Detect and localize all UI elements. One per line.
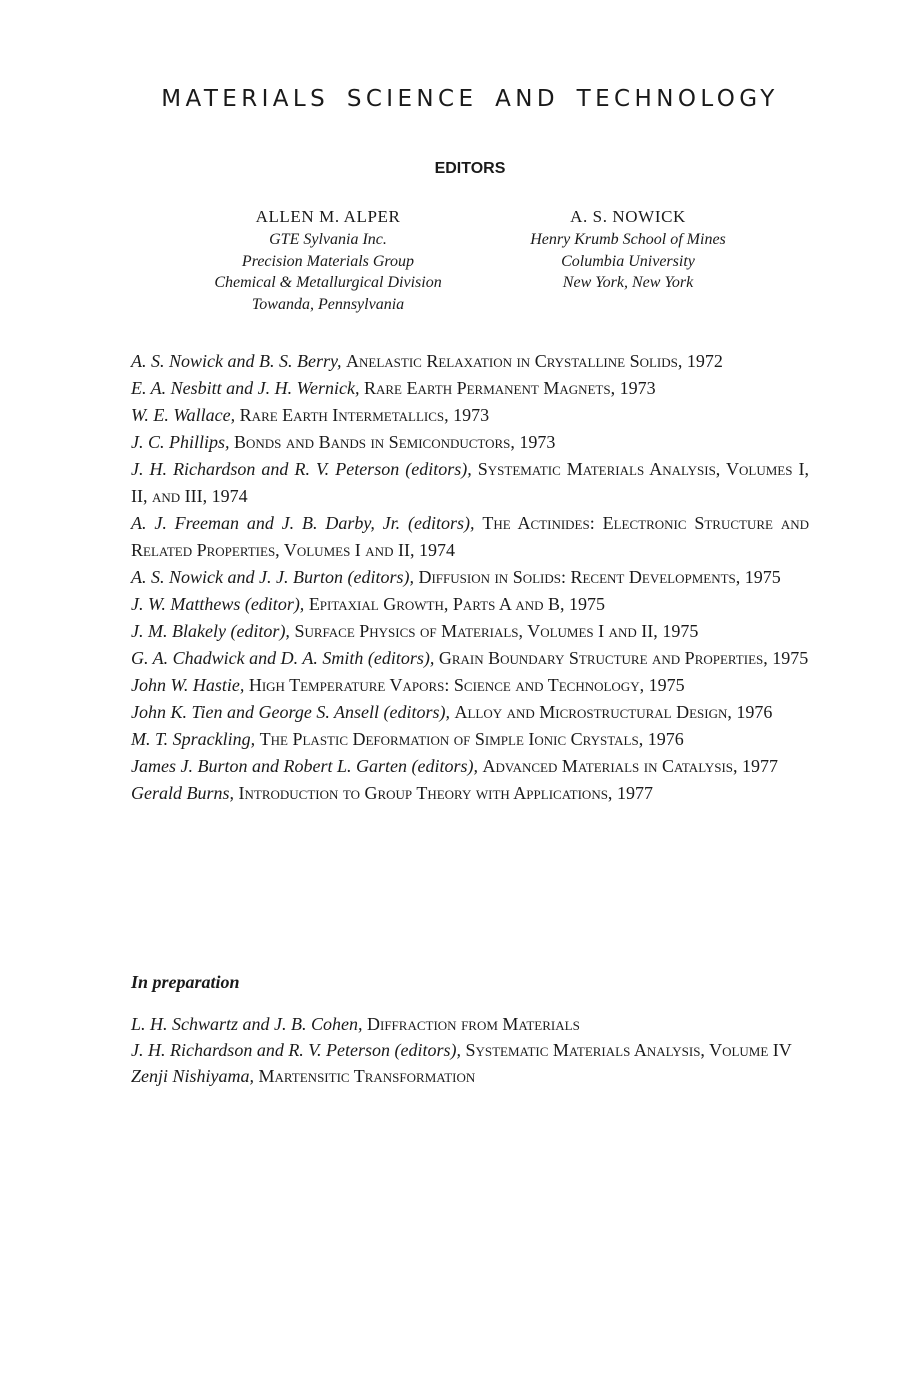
book-author: A. S. Nowick and J. J. Burton (editors), [131,567,414,587]
series-title: MATERIALS SCIENCE AND TECHNOLOGY [161,86,779,112]
book-year: 1973 [519,432,556,452]
editor-name: A. S. NOWICK [570,207,686,226]
book-author: Zenji Nishiyama, [131,1066,255,1086]
book-title: Rare Earth Permanent Magnets, [363,378,616,398]
book-entry [131,456,809,510]
editor-affiliation-line: Columbia University [561,252,695,270]
book-title: Introduction to Group Theory with Applications, [238,783,613,803]
editor-name: ALLEN M. ALPER [255,207,401,226]
editor-nowick [488,205,768,294]
book-year: 1973 [619,378,656,398]
book-entry [131,726,809,753]
book-author: John K. Tien and George S. Ansell (editors), [131,702,450,722]
book-year: 1973 [453,405,490,425]
book-entry [131,429,809,456]
book-author: A. S. Nowick and B. S. Berry, [131,351,342,371]
book-title: Bonds and Bands in Semiconductors, [234,432,515,452]
book-title: Martensitic Transformation [258,1066,476,1086]
editor-affiliation-line: New York, New York [562,274,694,291]
book-entry [131,375,809,402]
book-year: 1977 [616,783,653,803]
in-preparation-list [131,1011,809,1089]
book-author: John W. Hastie, [131,675,245,695]
book-title: Rare Earth Intermetallics, [239,405,449,425]
book-year: 1977 [742,756,779,776]
book-title: Systematic Materials Analysis, Volume IV [465,1040,792,1060]
book-author: J. H. Richardson and R. V. Peterson (editors), [131,1040,461,1060]
book-author: M. T. Sprackling, [131,729,256,749]
book-year: 1974 [211,486,248,506]
book-title: Grain Boundary Structure and Properties, [438,648,768,668]
book-author: J. H. Richardson and R. V. Peterson (editors), [131,459,472,479]
book-title: High Temperature Vapors: Science and Technology, [248,675,645,695]
book-entry [131,699,809,726]
book-title: Epitaxial Growth, Parts A and B, [308,594,565,614]
book-entry [131,402,809,429]
book-year: 1976 [647,729,684,749]
book-entry [131,1063,809,1089]
book-year: 1974 [418,540,455,560]
book-title: Surface Physics of Materials, Volumes I and II, [294,621,658,641]
book-title: Anelastic Relaxation in Crystalline Solids, [345,351,683,371]
book-entry [131,510,809,564]
book-title: The Plastic Deformation of Simple Ionic Crystals, [259,729,644,749]
published-books-list [131,348,809,807]
book-year: 1975 [744,567,781,587]
book-author: J. W. Matthews (editor), [131,594,305,614]
book-entry [131,348,809,375]
book-title: The Actinides: Electronic Structure and Related Properties, Volumes I and II, [131,513,809,560]
book-title: Advanced Materials in Catalysis, [482,756,738,776]
book-entry [131,753,809,780]
book-year: 1975 [772,648,809,668]
book-year: 1975 [662,621,699,641]
in-preparation-heading: In preparation [131,972,240,992]
book-entry [131,564,809,591]
book-entry [131,618,809,645]
editors-heading: EDITORS [434,160,506,177]
book-title: Diffusion in Solids: Recent Developments, [418,567,741,587]
book-author: James J. Burton and Robert L. Garten (editors), [131,756,478,776]
book-year: 1975 [648,675,685,695]
book-entry [131,780,809,807]
book-title: Alloy and Microstructural Design, [454,702,732,722]
book-year: 1975 [569,594,606,614]
book-author: Gerald Burns, [131,783,234,803]
book-entry [131,645,809,672]
book-entry [131,672,809,699]
book-author: J. C. Phillips, [131,432,230,452]
book-author: J. M. Blakely (editor), [131,621,290,641]
editor-affiliation-line: Precision Materials Group [241,252,415,270]
book-author: W. E. Wallace, [131,405,236,425]
editor-affiliation-line: Towanda, Pennsylvania [251,295,405,313]
editor-alper [178,205,478,315]
book-author: L. H. Schwartz and J. B. Cohen, [131,1014,363,1034]
book-author: A. J. Freeman and J. B. Darby, Jr. (editors), [131,513,475,533]
book-author: E. A. Nesbitt and J. H. Wernick, [131,378,360,398]
editor-affiliation-line: Chemical & Metallurgical Division [214,274,442,291]
editor-affiliation-line: GTE Sylvania Inc. [269,231,387,248]
editor-affiliation-line: Henry Krumb School of Mines [530,231,726,248]
book-title: Systematic Materials Analysis, Volumes I, II, and III, [131,459,809,506]
book-author: G. A. Chadwick and D. A. Smith (editors), [131,648,435,668]
book-entry [131,1037,809,1063]
book-title: Diffraction from Materials [367,1014,580,1034]
book-entry [131,1011,809,1037]
book-entry [131,591,809,618]
book-year: 1972 [686,351,723,371]
book-year: 1976 [736,702,773,722]
